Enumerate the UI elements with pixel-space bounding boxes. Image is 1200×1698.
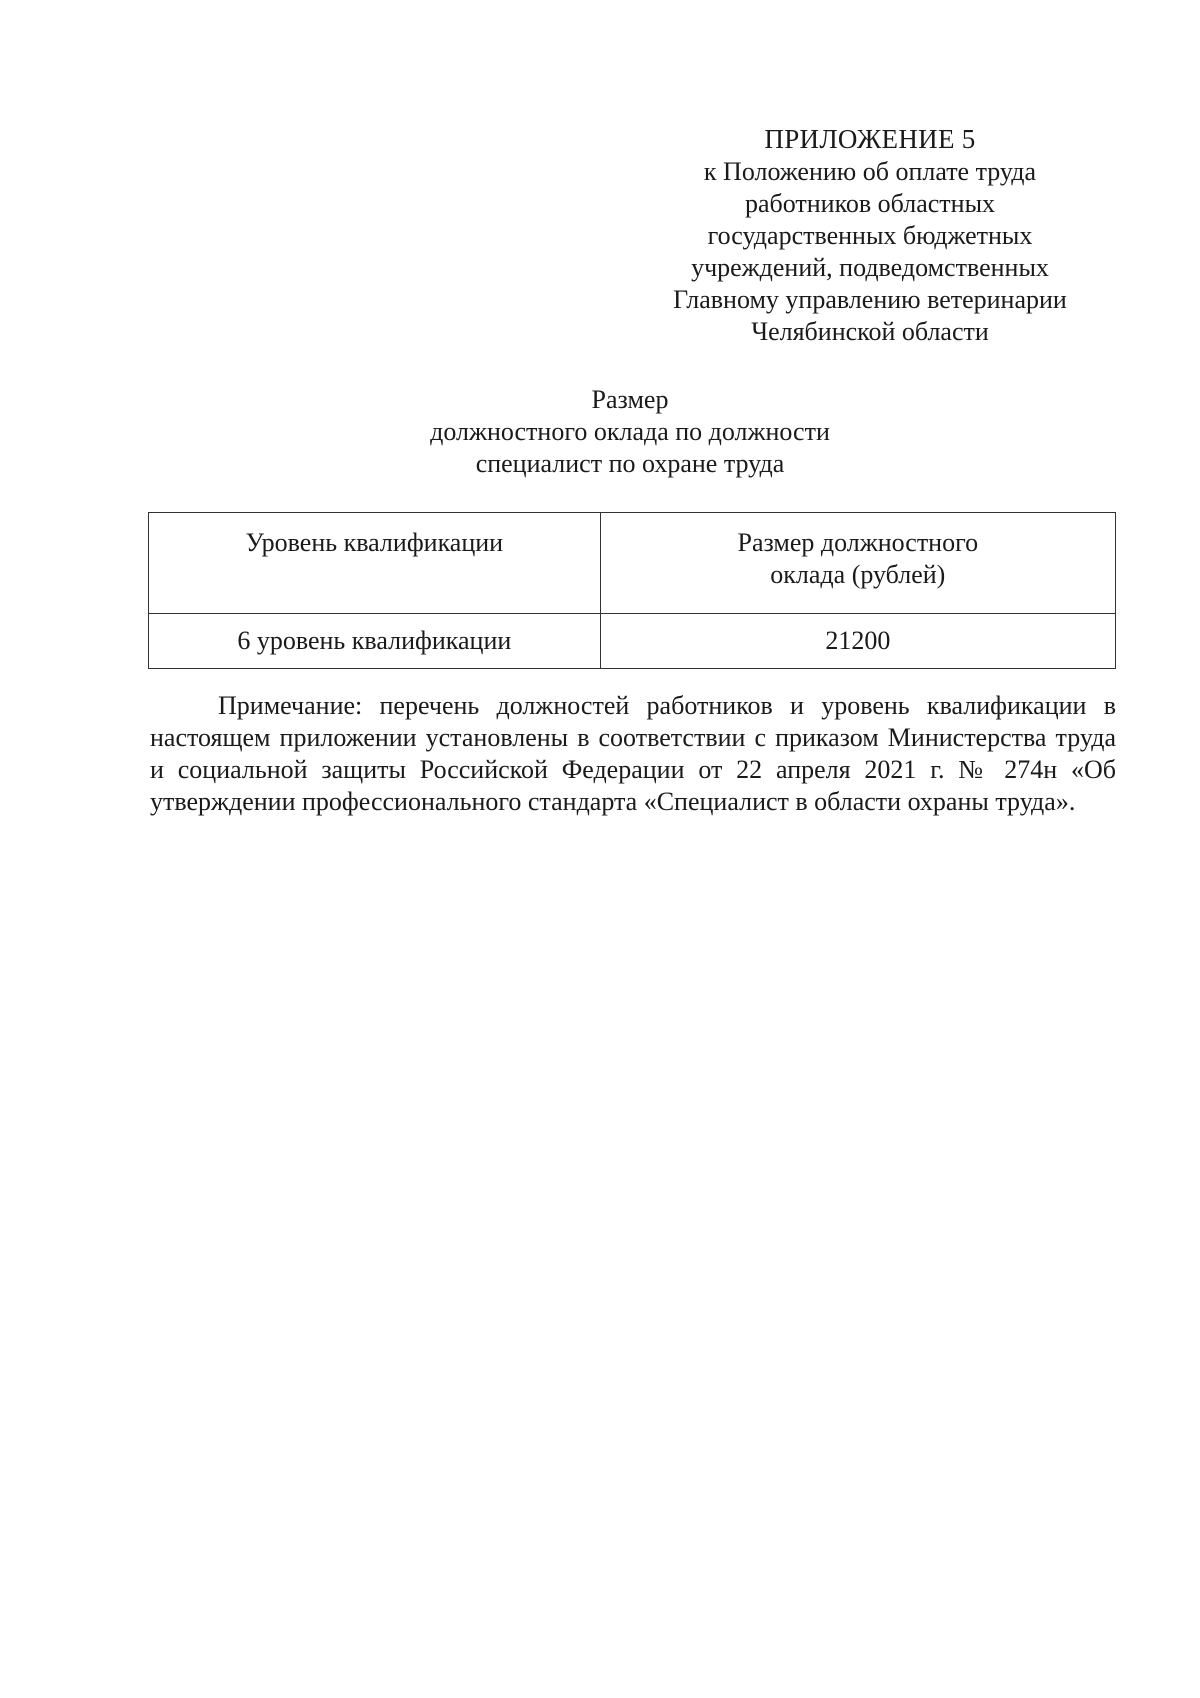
appendix-line: работников областных bbox=[744, 189, 996, 218]
appendix-line: к Положению об оплате труда bbox=[703, 157, 1037, 186]
header-line: Размер должностного bbox=[737, 528, 979, 557]
table-row bbox=[149, 614, 1116, 669]
appendix-line: государственных бюджетных bbox=[707, 221, 1033, 250]
appendix-line: Челябинской области bbox=[751, 317, 989, 346]
heading-line: Размер bbox=[591, 385, 669, 414]
salary-table bbox=[148, 512, 1116, 669]
document-heading bbox=[300, 384, 960, 480]
table-cell-qualification: 6 уровень квалификации bbox=[149, 614, 601, 669]
appendix-title: ПРИЛОЖЕНИЕ 5 bbox=[764, 124, 976, 154]
appendix-line: Главному управлению ветеринарии bbox=[673, 285, 1067, 314]
heading-line: специалист по охране труда bbox=[475, 449, 785, 478]
heading-line: должностного оклада по должности bbox=[430, 417, 830, 446]
table-header-cell bbox=[600, 513, 1115, 614]
header-line: Уровень квалификации bbox=[245, 528, 504, 557]
appendix-line: учреждений, подведомственных bbox=[691, 253, 1049, 282]
header-line: оклада (рублей) bbox=[770, 560, 946, 589]
appendix-block bbox=[640, 122, 1100, 348]
table-header-cell bbox=[149, 513, 601, 614]
table-header-row bbox=[149, 513, 1116, 614]
note-paragraph: Примечание: перечень должностей работников и уровень квалификации в настоящем приложении установлены в соответствии с приказом Министерства труда и социальной защиты Российской Федерации от 22 апреля 2021 г. № 274н «Об утверждении профессионального стандарта «Специалист в области охраны труда». bbox=[150, 691, 1116, 816]
table-cell-salary: 21200 bbox=[600, 614, 1115, 669]
